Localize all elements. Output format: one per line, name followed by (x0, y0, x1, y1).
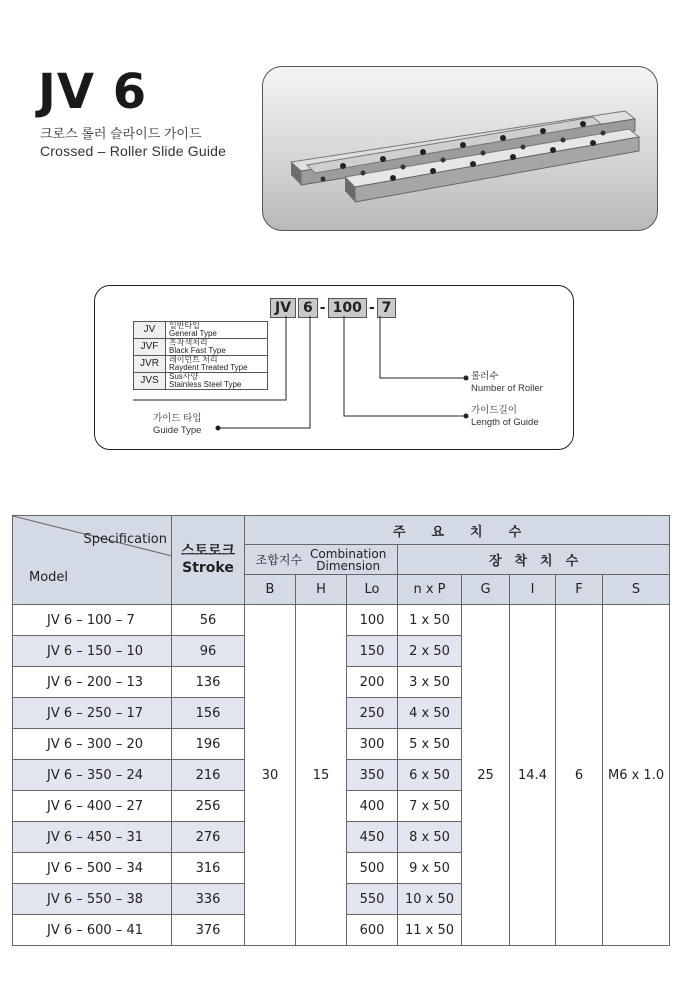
lo-cell: 350 (347, 760, 398, 791)
lo-cell: 450 (347, 822, 398, 853)
np-cell: 10 x 50 (398, 884, 462, 915)
np-cell: 5 x 50 (398, 729, 462, 760)
main-dimensions-header: 주 요 치 수 (245, 516, 670, 545)
lo-cell: 150 (347, 636, 398, 667)
col-np-header: n x P (398, 575, 462, 605)
np-cell: 8 x 50 (398, 822, 462, 853)
stroke-cell: 156 (172, 698, 245, 729)
np-cell: 1 x 50 (398, 605, 462, 636)
length-label: 가이드길이 Length of Guide (471, 405, 539, 428)
type-code: JV (134, 322, 166, 339)
combination-header: 조합지수 Combination Dimension (245, 545, 398, 575)
mounting-dimensions-header: 장 착 치 수 (398, 545, 670, 575)
model-label: Model (29, 570, 69, 585)
guide-type-label: 가이드 타입 Guide Type (153, 413, 202, 436)
model-cell: JV 6 – 450 – 31 (13, 822, 172, 853)
stroke-cell: 336 (172, 884, 245, 915)
code-separator: - (319, 300, 326, 316)
spec-table (12, 515, 670, 946)
np-cell: 2 x 50 (398, 636, 462, 667)
stroke-cell: 256 (172, 791, 245, 822)
code-size: 6 (298, 298, 318, 318)
code-type: JV (270, 298, 296, 318)
lo-cell: 250 (347, 698, 398, 729)
type-description: 일반타입 General Type (166, 322, 268, 339)
col-i-header: I (510, 575, 556, 605)
f-cell: 6 (556, 605, 603, 946)
np-cell: 6 x 50 (398, 760, 462, 791)
col-b-header: B (245, 575, 296, 605)
np-cell: 9 x 50 (398, 853, 462, 884)
model-cell: JV 6 – 600 – 41 (13, 915, 172, 946)
table-row (13, 605, 670, 636)
code-separator: - (368, 300, 375, 316)
type-code: JVF (134, 339, 166, 356)
stroke-cell: 56 (172, 605, 245, 636)
model-cell: JV 6 – 350 – 24 (13, 760, 172, 791)
stroke-cell: 276 (172, 822, 245, 853)
type-code: JVR (134, 356, 166, 373)
model-cell: JV 6 – 550 – 38 (13, 884, 172, 915)
col-h-header: H (296, 575, 347, 605)
stroke-cell: 376 (172, 915, 245, 946)
col-lo-header: Lo (347, 575, 398, 605)
model-cell: JV 6 – 100 – 7 (13, 605, 172, 636)
col-g-header: G (462, 575, 510, 605)
model-cell: JV 6 – 150 – 10 (13, 636, 172, 667)
stroke-cell: 216 (172, 760, 245, 791)
np-cell: 7 x 50 (398, 791, 462, 822)
stroke-cell: 96 (172, 636, 245, 667)
lo-cell: 100 (347, 605, 398, 636)
lo-cell: 500 (347, 853, 398, 884)
subtitle-english: Crossed – Roller Slide Guide (40, 143, 227, 159)
subtitle-korean: 크로스 롤러 슬라이드 가이드 (40, 126, 202, 141)
model-cell: JV 6 – 300 – 20 (13, 729, 172, 760)
rollers-label: 롤러수 Number of Roller (471, 371, 543, 394)
np-cell: 11 x 50 (398, 915, 462, 946)
type-description: 흑착색처리 Black Fast Type (166, 339, 268, 356)
model-cell: JV 6 – 250 – 17 (13, 698, 172, 729)
g-cell: 25 (462, 605, 510, 946)
np-cell: 4 x 50 (398, 698, 462, 729)
type-code: JVS (134, 373, 166, 390)
i-cell: 14.4 (510, 605, 556, 946)
b-cell: 30 (245, 605, 296, 946)
col-f-header: F (556, 575, 603, 605)
lo-cell: 300 (347, 729, 398, 760)
code-length: 100 (328, 298, 367, 318)
np-cell: 3 x 50 (398, 667, 462, 698)
model-cell: JV 6 – 400 – 27 (13, 791, 172, 822)
spec-model-header (13, 516, 172, 605)
model-cell: JV 6 – 200 – 13 (13, 667, 172, 698)
stroke-cell: 196 (172, 729, 245, 760)
lo-cell: 600 (347, 915, 398, 946)
lo-cell: 550 (347, 884, 398, 915)
s-cell: M6 x 1.0 (603, 605, 670, 946)
type-description: 레이던트 처리 Raydent Treated Type (166, 356, 268, 373)
col-s-header: S (603, 575, 670, 605)
h-cell: 15 (296, 605, 347, 946)
stroke-cell: 136 (172, 667, 245, 698)
page-title: JV 6 (38, 64, 148, 120)
lo-cell: 400 (347, 791, 398, 822)
lo-cell: 200 (347, 667, 398, 698)
code-rollers: 7 (377, 298, 397, 318)
stroke-header: 스토로크 Stroke (172, 516, 245, 605)
model-cell: JV 6 – 500 – 34 (13, 853, 172, 884)
stroke-cell: 316 (172, 853, 245, 884)
type-description: Sus사양 Stainless Steel Type (166, 373, 268, 390)
specification-label: Specification (83, 532, 167, 547)
